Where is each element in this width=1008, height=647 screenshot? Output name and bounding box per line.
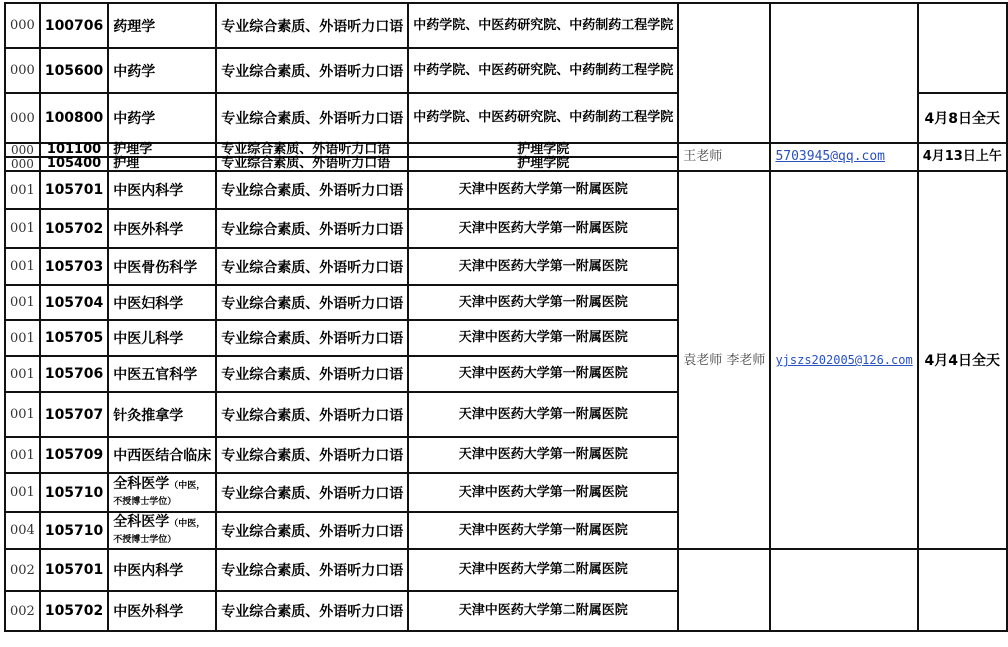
- major-name: 中医外科学: [108, 209, 216, 248]
- contact-email-link[interactable]: [770, 143, 917, 171]
- admission-table: [4, 2, 1008, 632]
- unit-name: 中药学院、中医药研究院、中药制药工程学院: [408, 93, 678, 143]
- major-name: 护理: [108, 157, 216, 171]
- exam-subjects: 专业综合素质、外语听力口语: [216, 473, 408, 512]
- major-code: 105709: [40, 437, 108, 473]
- major-name: 中医内科学: [108, 549, 216, 591]
- exam-subjects: 专业综合素质、外语听力口语: [216, 143, 408, 157]
- email-cell-empty: [770, 549, 917, 631]
- unit-name: 天津中医药大学第二附属医院: [408, 591, 678, 631]
- exam-subjects: 专业综合素质、外语听力口语: [216, 356, 408, 392]
- unit-name: 天津中医药大学第一附属医院: [408, 209, 678, 248]
- dept-code: 001: [5, 320, 40, 356]
- major-code: 101100: [40, 143, 108, 157]
- contact-cell-empty: [678, 3, 770, 143]
- major-code: 105710: [40, 473, 108, 512]
- major-name: 中西医结合临床: [108, 437, 216, 473]
- major-code: 100706: [40, 3, 108, 48]
- unit-name: 中药学院、中医药研究院、中药制药工程学院: [408, 3, 678, 48]
- unit-name: 天津中医药大学第一附属医院: [408, 356, 678, 392]
- major-name: 中医骨伤科学: [108, 248, 216, 285]
- table-row: [5, 143, 1007, 157]
- major-name: 中药学: [108, 93, 216, 143]
- dept-code: 001: [5, 248, 40, 285]
- dept-code: 004: [5, 512, 40, 549]
- exam-subjects: 专业综合素质、外语听力口语: [216, 48, 408, 93]
- major-code: 105702: [40, 209, 108, 248]
- exam-subjects: 专业综合素质、外语听力口语: [216, 157, 408, 171]
- dept-code: 000: [5, 143, 40, 157]
- dept-code: 001: [5, 285, 40, 320]
- major-name: 中医五官科学: [108, 356, 216, 392]
- email-cell-empty: [770, 3, 917, 143]
- major-code: 105701: [40, 549, 108, 591]
- major-code: 105400: [40, 157, 108, 171]
- exam-subjects: 专业综合素质、外语听力口语: [216, 93, 408, 143]
- unit-name: 天津中医药大学第二附属医院: [408, 549, 678, 591]
- major-code: 105710: [40, 512, 108, 549]
- major-name: [108, 473, 216, 512]
- major-name: 中医内科学: [108, 171, 216, 209]
- exam-subjects: 专业综合素质、外语听力口语: [216, 392, 408, 437]
- major-code: 105707: [40, 392, 108, 437]
- table-row: [5, 549, 1007, 591]
- major-name-text: 全科医学: [113, 513, 170, 530]
- exam-subjects: 专业综合素质、外语听力口语: [216, 320, 408, 356]
- dept-code: 001: [5, 392, 40, 437]
- major-code: 105600: [40, 48, 108, 93]
- unit-name: 天津中医药大学第一附属医院: [408, 171, 678, 209]
- dept-code: 000: [5, 48, 40, 93]
- major-code: 105706: [40, 356, 108, 392]
- exam-subjects: 专业综合素质、外语听力口语: [216, 171, 408, 209]
- dept-code: 001: [5, 437, 40, 473]
- dept-code: 002: [5, 591, 40, 631]
- major-name: 药理学: [108, 3, 216, 48]
- unit-name: 天津中医药大学第一附属医院: [408, 473, 678, 512]
- exam-subjects: 专业综合素质、外语听力口语: [216, 209, 408, 248]
- major-code: 105701: [40, 171, 108, 209]
- date-cell-empty: [918, 549, 1007, 631]
- exam-subjects: 专业综合素质、外语听力口语: [216, 437, 408, 473]
- major-name: 针灸推拿学: [108, 392, 216, 437]
- unit-name: 天津中医药大学第一附属医院: [408, 437, 678, 473]
- dept-code: 001: [5, 209, 40, 248]
- unit-name: 天津中医药大学第一附属医院: [408, 320, 678, 356]
- exam-date: 4月8日全天: [918, 93, 1007, 143]
- unit-name: 天津中医药大学第一附属医院: [408, 248, 678, 285]
- dept-code: 001: [5, 473, 40, 512]
- unit-name: 天津中医药大学第一附属医院: [408, 512, 678, 549]
- major-name-note: （中医，不授博士学位）: [113, 518, 206, 545]
- major-code: 105704: [40, 285, 108, 320]
- exam-date: 4月4日全天: [918, 171, 1007, 549]
- dept-code: 000: [5, 93, 40, 143]
- major-name: 中医外科学: [108, 591, 216, 631]
- dept-code: 000: [5, 3, 40, 48]
- contact-email-link[interactable]: [770, 171, 917, 549]
- major-name: 中医儿科学: [108, 320, 216, 356]
- dept-code: 000: [5, 157, 40, 171]
- exam-subjects: 专业综合素质、外语听力口语: [216, 591, 408, 631]
- unit-name: 天津中医药大学第一附属医院: [408, 392, 678, 437]
- contact-cell-empty: [678, 549, 770, 631]
- unit-name: 护理学院: [408, 143, 678, 157]
- dept-code: 001: [5, 356, 40, 392]
- major-code: 105703: [40, 248, 108, 285]
- email-text[interactable]: 5703945@qq.com: [775, 149, 886, 164]
- major-name: 中医妇科学: [108, 285, 216, 320]
- exam-subjects: 专业综合素质、外语听力口语: [216, 512, 408, 549]
- major-name-note: （中医，不授博士学位）: [113, 480, 206, 507]
- dept-code: 002: [5, 549, 40, 591]
- major-code: 105702: [40, 591, 108, 631]
- major-name: 护理学: [108, 143, 216, 157]
- unit-name: 护理学院: [408, 157, 678, 171]
- contact-name: 王老师: [678, 143, 770, 171]
- email-text[interactable]: yjszs202005@126.com: [775, 353, 913, 367]
- exam-subjects: 专业综合素质、外语听力口语: [216, 3, 408, 48]
- unit-name: 中药学院、中医药研究院、中药制药工程学院: [408, 48, 678, 93]
- contact-name: 袁老师 李老师: [678, 171, 770, 549]
- table-row: [5, 3, 1007, 48]
- unit-name: 天津中医药大学第一附属医院: [408, 285, 678, 320]
- major-name-text: 全科医学: [113, 475, 170, 492]
- major-name: [108, 512, 216, 549]
- exam-subjects: 专业综合素质、外语听力口语: [216, 285, 408, 320]
- date-cell-empty: [918, 3, 1007, 93]
- major-code: 105705: [40, 320, 108, 356]
- major-code: 100800: [40, 93, 108, 143]
- exam-date: 4月13日上午: [918, 143, 1007, 171]
- exam-subjects: 专业综合素质、外语听力口语: [216, 549, 408, 591]
- dept-code: 001: [5, 171, 40, 209]
- exam-subjects: 专业综合素质、外语听力口语: [216, 248, 408, 285]
- major-name: 中药学: [108, 48, 216, 93]
- table-row: [5, 171, 1007, 209]
